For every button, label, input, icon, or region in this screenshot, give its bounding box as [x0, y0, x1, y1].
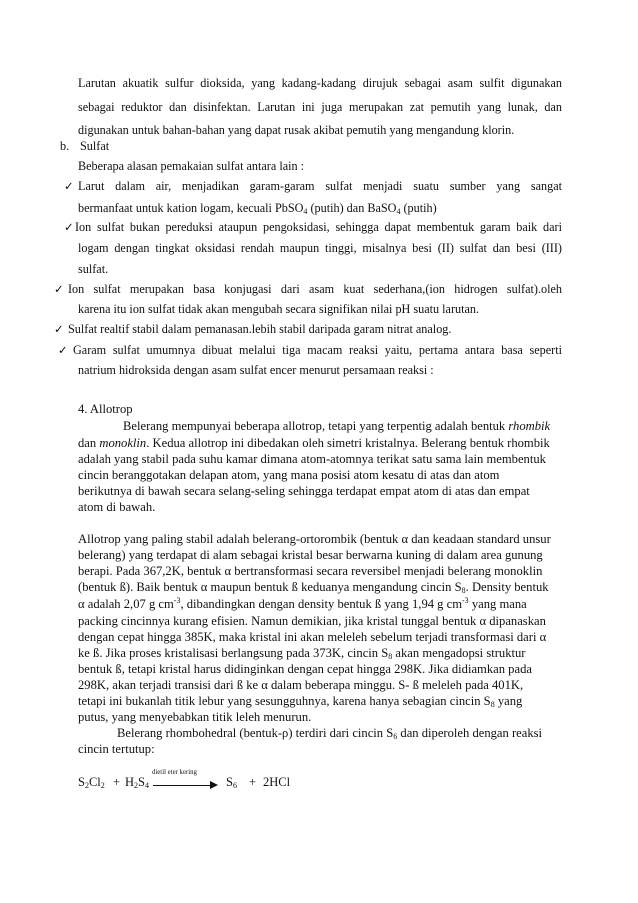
text-line: logam dengan tingkat oksidasi rendah maupun tinggi, misalnya besi (II) sulfat dan besi (III): [78, 241, 562, 255]
text-line: berapi. Pada 367,2K, bentuk α bertransformasi secara reversibel menjadi belerang monoklin: [78, 564, 543, 578]
reaction-arrow: [153, 785, 211, 786]
text-line: ke ß. Jika proses kristalisasi berlangsung pada 373K, cincin $S_8$ akan mengadopsi struktur: [78, 646, 526, 661]
checkmark-icon: ✓: [58, 343, 68, 357]
text-line: Beberapa alasan pemakaian sulfat antara lain :: [78, 159, 305, 173]
text-line: adalah yang stabil pada suhu kamar dimana atom-atomnya terikat satu sama lain membentuk: [78, 452, 546, 466]
text-line: sulfat.: [78, 262, 109, 276]
checkmark-icon: ✓: [54, 322, 64, 336]
text-line: belerang) yang terdapat di alam sebagai kristal besar berwarna kuning di dalam area gunung: [78, 548, 543, 562]
checkmark-icon: ✓: [54, 282, 64, 296]
reaction-condition: dietil eter kering: [152, 769, 197, 776]
text-line: Belerang rhombohedral (bentuk-ρ) terdiri dari cincin $S_6$ dan diperoleh dengan reaksi: [117, 726, 543, 741]
product-1: $S_6$: [226, 775, 237, 790]
list-label: b.: [60, 139, 70, 153]
text-line: dengan cepat hingga 385K, maka kristal ini akan meleleh sebelum terjadi transformasi dari α: [78, 630, 547, 644]
text-line: Belerang mempunyai beberapa allotrop, tetapi yang terpentig adalah bentuk rhombik: [123, 419, 551, 433]
section-heading: 4. Allotrop: [78, 402, 133, 416]
text-line: sebagai reduktor dan disinfektan. Larutan ini juga merupakan zat pemutih yang lunak, dan: [78, 100, 562, 114]
text-line: Larut dalam air, menjadikan garam-garam sulfat menjadi suatu sumber yang sangat: [78, 179, 562, 193]
text-line: 298K, akan terjadi transisi dari ß ke α dalam beberapa minggu. S- ß meleleh pada 401K,: [78, 678, 524, 692]
text-line: bermanfaat untuk kation logam, kecuali PbSO$_4$ (putih) dan BaSO$_4$ (putih): [78, 201, 437, 216]
section-heading: Sulfat: [80, 139, 110, 153]
text-line: Sulfat realtif stabil dalam pemanasan.lebih stabil daripada garam nitrat analog.: [68, 322, 452, 336]
checkmark-icon: ✓: [64, 179, 74, 193]
text-line: Ion sulfat bukan pereduksi ataupun pengoksidasi, sehingga dapat membentuk garam baik dari: [75, 220, 562, 234]
text-line: cincin beranggotakan delapan atom, yang mana posisi atom kesatu di atas dan atom: [78, 468, 500, 482]
text-line: Garam sulfat umumnya dibuat melalui tiga macam reaksi yaitu, pertama antara basa seperti: [73, 343, 562, 357]
reactant-1: $S_2Cl_2$: [78, 775, 105, 790]
text-line: digunakan untuk bahan-bahan yang dapat rusak akibat pemutih yang mengandung klorin.: [78, 123, 515, 137]
reactant-2: $H_2S_4$: [125, 775, 149, 790]
text-line: bentuk ß, tetapi kristal harus didinginkan dengan cepat hingga 298K. Jika didiamkan pada: [78, 662, 532, 676]
product-2: 2HCl: [263, 775, 291, 789]
checkmark-icon: ✓: [64, 220, 74, 234]
text-line: berikutnya di bawah secara selang-seling sehingga terdapat empat atom di atas dan empat: [78, 484, 530, 498]
arrow-head-icon: [210, 781, 218, 789]
text-line: atom di bawah.: [78, 500, 156, 514]
plus-sign: +: [113, 775, 121, 789]
text-line: dan monoklin. Kedua allotrop ini dibedakan oleh simetri kristalnya. Belerang bentuk rhombik: [78, 436, 550, 450]
text-line: packing cincinnya kurang efisien. Namun demikian, jika kristal tunggal bentuk α dipanaskan: [78, 614, 546, 628]
text-line: karena itu ion sulfat tidak akan mengubah secara signifikan nilai pH suatu larutan.: [78, 302, 480, 316]
text-line: tetapi ini bukanlah titik lebur yang sesungguhnya, karena hanya sebagian cincin $S_8$ yang: [78, 694, 523, 709]
text-line: Allotrop yang paling stabil adalah belerang-ortorombik (bentuk α dan keadaan standard unsur: [78, 532, 551, 546]
plus-sign: +: [249, 775, 257, 789]
text-line: Ion sulfat merupakan basa konjugasi dari asam kuat sederhana,(ion hidrogen sulfat).oleh: [68, 282, 562, 296]
text-line: α adalah 2,07 g $cm^{-3}$, dibandingkan dengan density bentuk ß yang 1,94 g $cm^{-3}$ yang mana: [78, 596, 527, 611]
text-line: cincin tertutup:: [78, 742, 155, 756]
text-line: natrium hidroksida dengan asam sulfat encer menurut persamaan reaksi :: [78, 363, 434, 377]
text-line: putus, yang menyebabkan titik leleh menurun.: [78, 710, 312, 724]
text-line: (bentuk ß). Baik bentuk α maupun bentuk ß keduanya mengandung cincin $S_8$. Density bentuk: [78, 580, 549, 595]
text-line: Larutan akuatik sulfur dioksida, yang kadang-kadang dirujuk sebagai asam sulfit digunakan: [78, 76, 562, 90]
